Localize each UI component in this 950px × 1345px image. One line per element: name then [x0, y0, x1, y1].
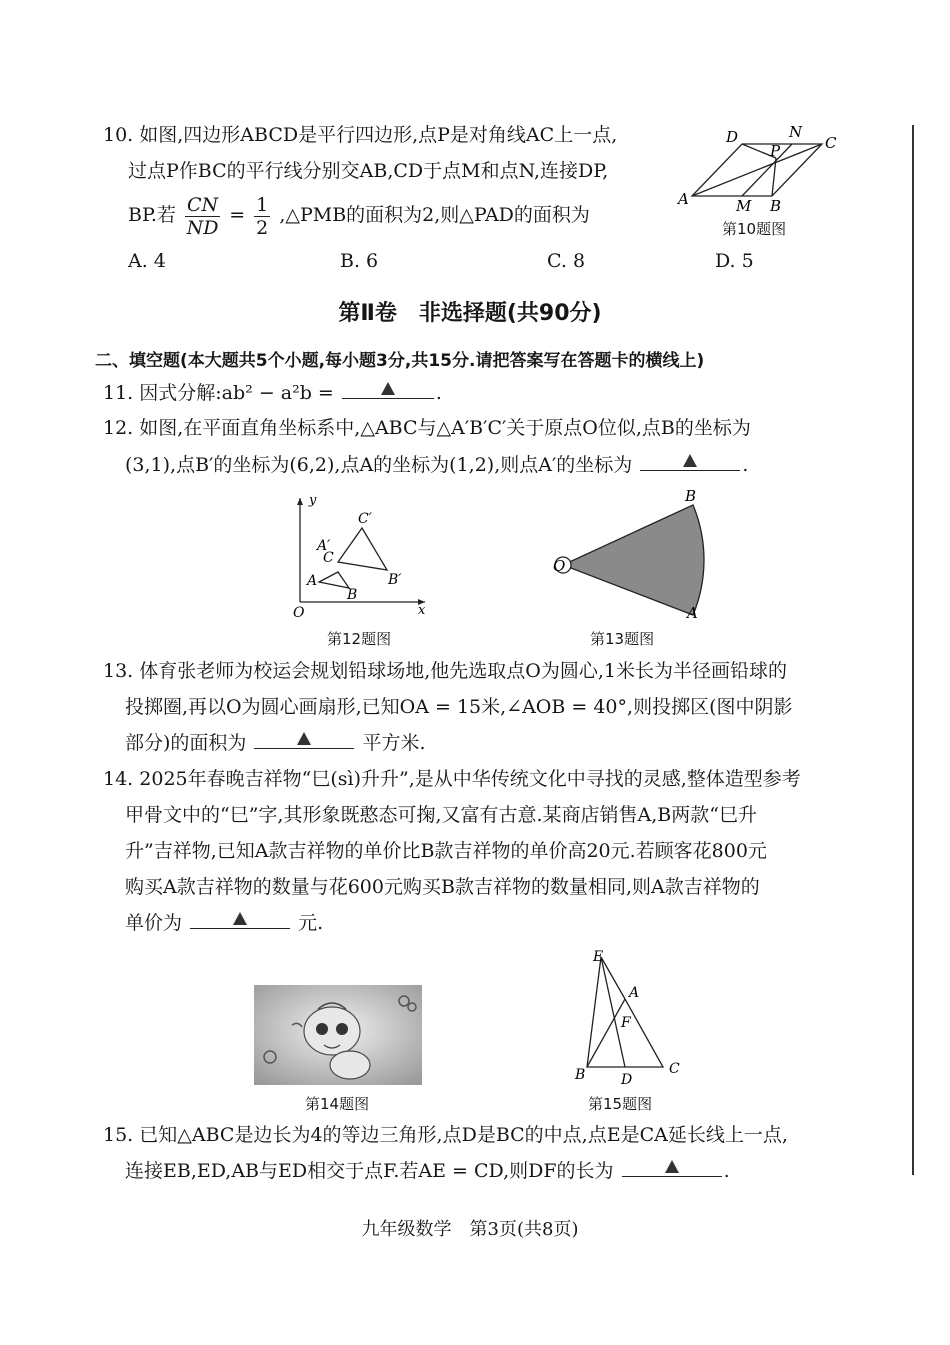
q10-number: 10. [103, 124, 134, 146]
q14-line3: 升”吉祥物,已知A款吉祥物的单价比B款吉祥物的单价高20元.若顾客花800元 [125, 840, 767, 862]
q12-line1 [103, 413, 751, 443]
q12-answer-blank[interactable] [640, 452, 740, 471]
q15-text-2: 连接EB,ED,AB与ED相交于点F.若AE = CD,则DF的长为 [125, 1160, 614, 1182]
label-n: N [789, 123, 803, 141]
q13-text-1: 体育张老师为校运会规划铅球场地,他先选取点O为圆心,1米长为半径画铅球的 [139, 660, 788, 682]
frac-numerator: CN [186, 193, 219, 216]
q13-text-3b: 平方米. [362, 732, 426, 754]
label-m: M [736, 197, 752, 215]
q10-line2: 过点P作BC的平行线分别交AB,CD于点M和点N,连接DP, [128, 160, 609, 182]
frac-denominator: ND [186, 216, 219, 239]
q14-text-1: 2025年春晚吉祥物“巳(sì)升升”,是从中华传统文化中寻找的灵感,整体造型参考 [139, 768, 801, 790]
q10-option-a: A. 4 [128, 250, 166, 272]
label-a: A [678, 190, 689, 208]
q14-mascot-image [254, 985, 422, 1085]
label-a: A [629, 985, 640, 1001]
mascot-eye-right-icon [336, 1023, 348, 1035]
q10-equals: = [229, 204, 246, 226]
q10-caption: 第10题图 [722, 220, 787, 238]
label-f: F [621, 1015, 631, 1031]
label-e: E [593, 949, 604, 965]
q12-caption: 第12题图 [327, 630, 392, 648]
q15-line2 [125, 1156, 730, 1186]
q14-text-5a: 单价为 [125, 912, 183, 934]
q10-option-b: B. 6 [340, 250, 379, 272]
q14-line1 [103, 764, 801, 794]
q13-line3 [125, 728, 426, 758]
diagonal-ac [692, 144, 822, 196]
q14-number: 14. [103, 768, 134, 790]
label-y: y [309, 493, 317, 508]
q10-option-c: C. 8 [547, 250, 586, 272]
label-c-prime: C′ [358, 511, 372, 527]
mascot-body-icon [330, 1051, 370, 1079]
q13-figure [545, 485, 725, 625]
q11-answer-blank[interactable] [342, 380, 434, 399]
segment-eb [587, 957, 601, 1067]
page-footer: 九年级数学 第3页(共8页) [361, 1219, 579, 1240]
triangle-a1b1c1 [338, 528, 387, 570]
frac-numerator: 1 [256, 193, 269, 216]
segment-ae [601, 957, 625, 999]
label-b-prime: B′ [388, 572, 402, 588]
q10-option-d: D. 5 [715, 250, 754, 272]
label-o: O [293, 605, 305, 620]
part2-title: 第Ⅱ卷 非选择题(共90分) [338, 301, 602, 326]
q15-end: . [723, 1160, 730, 1182]
q15-number: 15. [103, 1124, 134, 1146]
q14-line5 [125, 908, 323, 938]
label-c: C [825, 134, 837, 152]
label-o: O [553, 557, 566, 575]
q11-number: 11. [103, 382, 134, 404]
q13-line1 [103, 656, 787, 686]
q10-fraction-half [254, 194, 270, 239]
q14-line2: 甲骨文中的“巳”字,其形象既憨态可掬,又富有古意.某商店销售A,B两款“巳升 [125, 804, 757, 826]
mascot-eye-left-icon [316, 1023, 328, 1035]
label-d: D [726, 128, 739, 146]
triangle-marker-icon [665, 1160, 679, 1173]
y-arrow-icon [297, 498, 303, 505]
q11-text: 因式分解:ab² − a²b = [139, 382, 334, 404]
q13-caption: 第13题图 [590, 630, 655, 648]
segment-ed [601, 957, 625, 1067]
q14-caption: 第14题图 [305, 1095, 370, 1113]
q10-fraction-cn-nd [185, 194, 220, 239]
label-x: x [418, 603, 426, 618]
q12-end: . [742, 454, 749, 476]
q11 [103, 378, 442, 408]
q13-text-3a: 部分)的面积为 [125, 732, 247, 754]
triangle-marker-icon [297, 732, 311, 745]
frac-denominator: 2 [256, 216, 269, 239]
label-c: C [669, 1061, 680, 1077]
triangle-marker-icon [381, 382, 395, 395]
label-a-prime: A′ [317, 538, 331, 554]
q15-text-1: 已知△ABC是边长为4的等边三角形,点D是BC的中点,点E是CA延长线上一点, [139, 1124, 788, 1146]
label-b: B [575, 1067, 586, 1083]
q10-text-1: 如图,四边形ABCD是平行四边形,点P是对角线AC上一点, [139, 124, 618, 146]
triangle-marker-icon [683, 454, 697, 467]
label-b: B [685, 487, 697, 505]
q15-line1 [103, 1120, 788, 1150]
q13-line2: 投掷圈,再以O为圆心画扇形,已知OA = 15米,∠AOB = 40°,则投掷区(图中阴影 [125, 696, 793, 718]
q15-answer-blank[interactable] [622, 1158, 722, 1177]
label-b: B [770, 197, 782, 215]
q10-text-3a: BP.若 [128, 204, 176, 226]
label-b: B [347, 587, 358, 603]
label-a: A [687, 604, 698, 622]
q10-line3 [128, 190, 590, 240]
q12-text-2: (3,1),点B′的坐标为(6,2),点A的坐标为(1,2),则点A′的坐标为 [125, 454, 633, 476]
triangle-abc [587, 999, 663, 1067]
triangle-marker-icon [233, 912, 247, 925]
q13-number: 13. [103, 660, 134, 682]
q10-line1 [103, 120, 617, 150]
q15-caption: 第15题图 [588, 1095, 653, 1113]
page-margin-rule [912, 125, 914, 1175]
label-d: D [621, 1072, 633, 1088]
q10-text-3b: ,△PMB的面积为2,则△PAD的面积为 [279, 204, 590, 226]
q14-answer-blank[interactable] [190, 910, 290, 929]
label-c: C [323, 550, 334, 566]
q12-figure [285, 490, 435, 620]
q14-line4: 购买A款吉祥物的数量与花600元购买B款吉祥物的数量相同,则A款吉祥物的 [125, 876, 760, 898]
q12-number: 12. [103, 417, 134, 439]
section-2-heading: 二、填空题(本大题共5个小题,每小题3分,共15分.请把答案写在答题卡的横线上) [95, 351, 705, 371]
q14-text-5b: 元. [298, 912, 324, 934]
shaded-sector [563, 505, 704, 615]
q12-line2 [125, 450, 748, 480]
triangle-abc [319, 572, 349, 588]
label-p: P [770, 142, 781, 160]
label-a: A [307, 573, 318, 589]
q11-end: . [435, 382, 442, 404]
segment-mn [742, 144, 792, 196]
q13-answer-blank[interactable] [254, 730, 354, 749]
q15-figure [565, 945, 695, 1090]
q10-figure [670, 118, 850, 218]
q12-text-1: 如图,在平面直角坐标系中,△ABC与△A′B′C′关于原点O位似,点B的坐标为 [139, 417, 751, 439]
